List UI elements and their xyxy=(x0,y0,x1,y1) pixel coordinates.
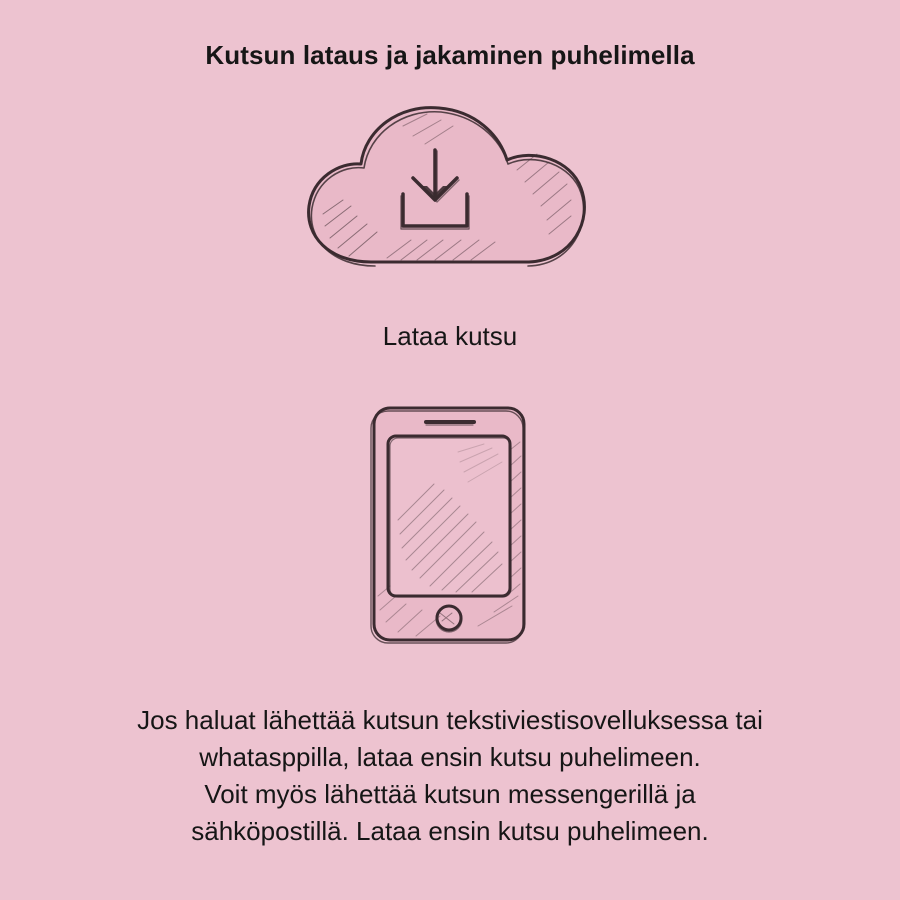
smartphone-icon[interactable] xyxy=(360,400,540,650)
page-title: Kutsun lataus ja jakaminen puhelimella xyxy=(205,40,695,70)
phone-illustration xyxy=(350,400,550,650)
body-line-4: sähköpostillä. Lataa ensin kutsu puhelimeen. xyxy=(191,815,709,846)
body-line-3: Voit myös lähettää kutsun messengerillä ja xyxy=(204,778,696,809)
cloud-download-illustration xyxy=(285,85,615,295)
body-line-1: Jos haluat lähettää kutsun tekstiviestisovelluksessa tai xyxy=(137,705,763,735)
download-caption: Lataa kutsu xyxy=(382,321,518,351)
cloud-download-icon[interactable] xyxy=(285,90,615,290)
body-line-2: whatasppilla, lataa ensin kutsu puhelimeen. xyxy=(199,741,701,772)
body-text xyxy=(50,702,850,850)
